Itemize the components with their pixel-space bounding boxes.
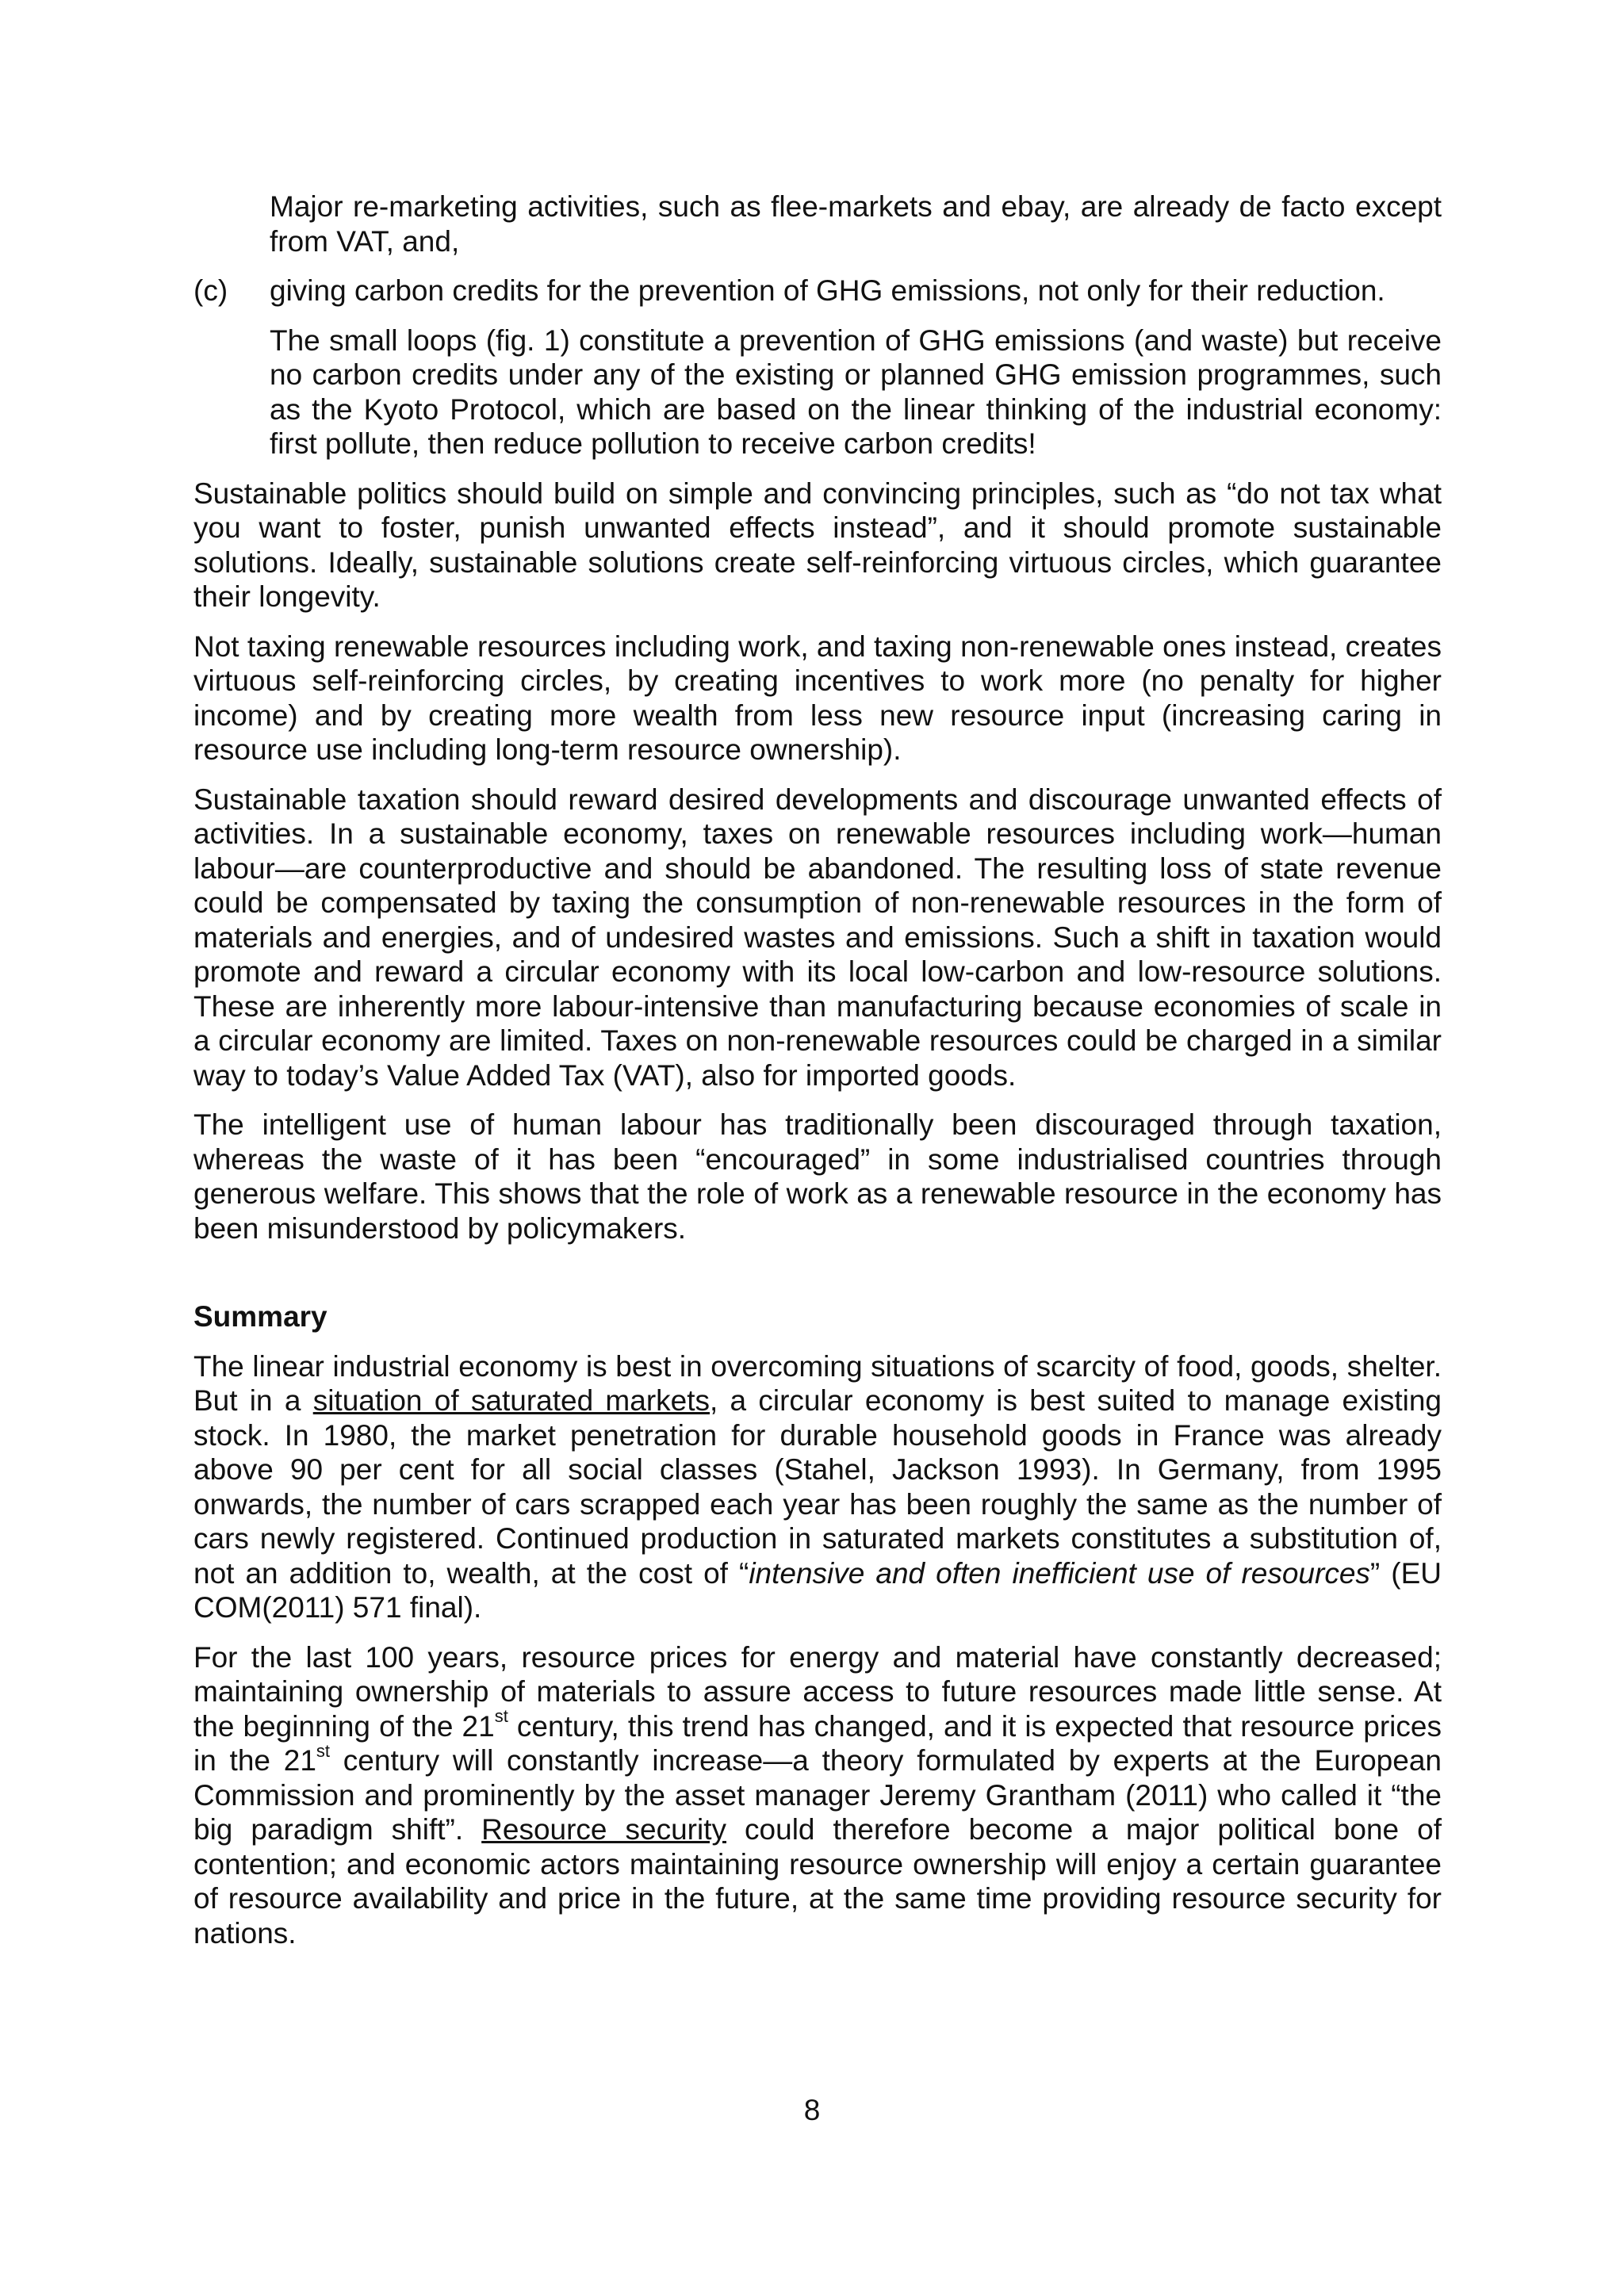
page-content — [193, 189, 1442, 1950]
text-run: century will constantly increase—a theory formulated by experts at the European Commission and prominently by the asset manager Jeremy Grantham (2011) who called it “the big paradigm shift”. — [193, 1744, 1442, 1846]
text-run: The linear industrial economy is best in overcoming situations of scarcity of food, goods, shelter. But in a — [193, 1349, 1442, 1417]
text-run: ” (EU COM(2011) 571 final). — [193, 1556, 1442, 1624]
body-paragraph: Sustainable taxation should reward desired developments and discourage unwanted effects of activities. In a sustainable economy, taxes on renewable resources including work—human labour—are counterproductive and should be abandoned. The resulting loss of state revenue could be compensated by taxing the consumption of non-renewable resources in the form of materials and energies, and of undesired wastes and emissions. Such a shift in taxation would promote and reward a circular economy with its local low-carbon and low-resource solutions. These are inherently more labour-intensive than manufacturing because economies of scale in a circular economy are limited. Taxes on non-renewable resources could be charged in a similar way to today’s Value Added Tax (VAT), also for imported goods. — [193, 783, 1442, 1092]
text-run: For the last 100 years, resource prices for energy and material have constantly decreased; maintaining ownership of materials to assure access to future resources made little sense. At the beginning of the 21 — [193, 1640, 1442, 1743]
summary-paragraph-2 — [193, 1640, 1442, 1951]
body-paragraph: The intelligent use of human labour has traditionally been discouraged through taxation, whereas the waste of it has been “encouraged” in some industrialised countries through generous welfare. This shows that the role of work as a renewable resource in the economy has been misunderstood by policymakers. — [193, 1108, 1442, 1245]
text-run: could therefore become a major political bone of contention; and economic actors maintaining resource ownership will enjoy a certain guarantee of resource availability and price in the future, at the same time providing resource security for nations. — [193, 1813, 1442, 1950]
carryover-paragraph: Major re-marketing activities, such as flee-markets and ebay, are already de facto except from VAT, and, — [270, 190, 1442, 258]
superscript: st — [316, 1740, 331, 1761]
list-item-text: giving carbon credits for the prevention of GHG emissions, not only for their reduction. — [270, 274, 1385, 307]
text-run: century, this trend has changed, and it is expected that resource prices in the 21 — [193, 1709, 1442, 1777]
list-marker: (c) — [193, 274, 228, 307]
page-number: 8 — [803, 2094, 821, 2126]
list-item-c — [193, 274, 1442, 308]
body-paragraph: Sustainable politics should build on simple and convincing principles, such as “do not tax what you want to foster, punish unwanted effects instead”, and it should promote sustainable solutions. Ideally, sustainable solutions create self-reinforcing virtuous circles, which guarantee their longevity. — [193, 476, 1442, 613]
body-paragraph: Not taxing renewable resources including work, and taxing non-renewable ones instead, creates virtuous self-reinforcing circles, by creating incentives to work more (no penalty for higher income) and by creating more wealth from less new resource input (increasing caring in resource use including long-term resource ownership). — [193, 629, 1442, 766]
underlined-term: situation of saturated markets — [312, 1384, 710, 1417]
list-item-detail: The small loops (fig. 1) constitute a prevention of GHG emissions (and waste) but receive no carbon credits under any of the existing or planned GHG emission programmes, such as the Kyoto Protocol, which are based on the linear thinking of the industrial economy: first pollute, then reduce pollution to receive carbon credits! — [270, 323, 1442, 460]
superscript: st — [494, 1706, 508, 1727]
summary-paragraph-1 — [193, 1349, 1442, 1625]
section-heading: Summary — [193, 1300, 327, 1333]
underlined-term: Resource security — [481, 1813, 727, 1846]
text-run: , a circular economy is best suited to manage existing stock. In 1980, the market penetration for durable household goods in France was already above 90 per cent for all social classes (Stahel, Jackson 1993). In Germany, from 1995 onwards, the number of cars scrapped each year has been roughly the same as the number of cars newly registered. Continued production in saturated markets constitutes a substitution of, not an addition to, wealth, at the cost of “ — [193, 1384, 1442, 1590]
italic-quote: intensive and often inefficient use of resources — [749, 1556, 1370, 1590]
